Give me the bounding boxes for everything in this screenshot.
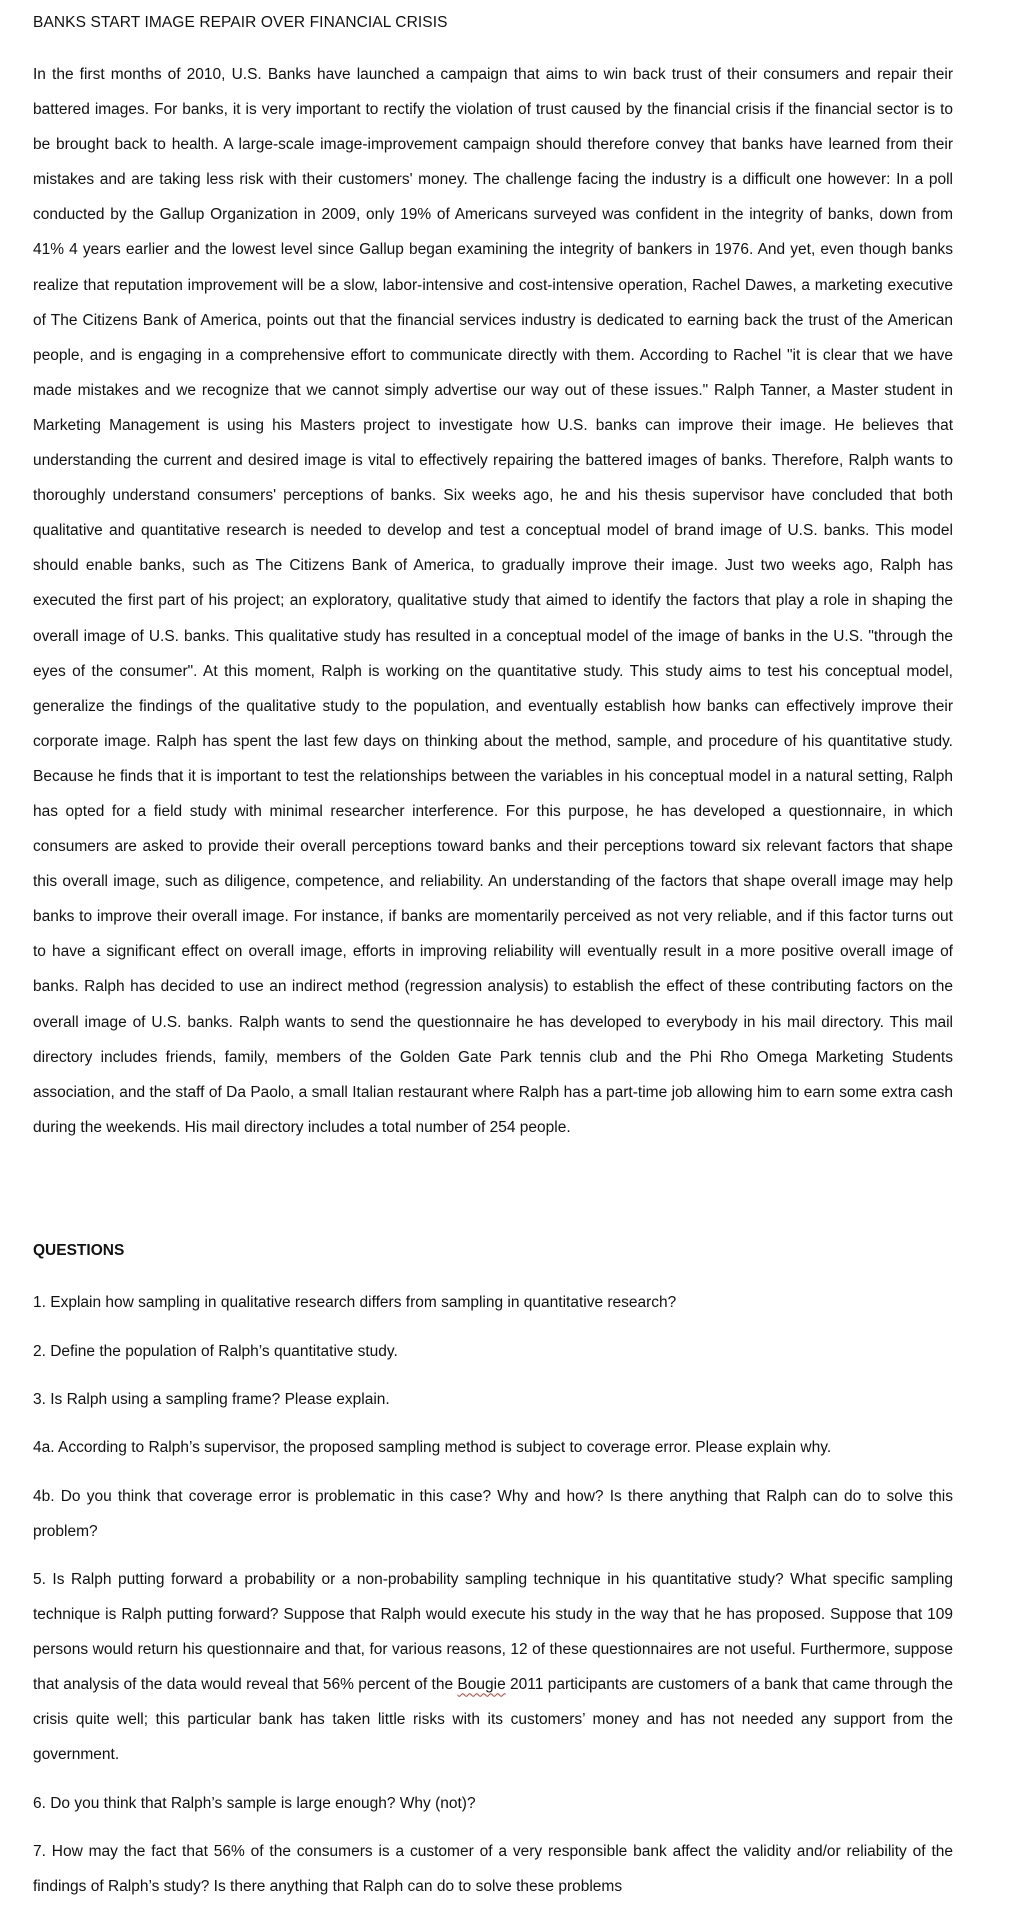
question-2: 2. Define the population of Ralph’s quantitative study. [33,1343,398,1360]
question-5-text-end: 2011 participants are customers of a bank that came through the crisis quite well; this particular bank has taken little risks with its customers’ money and has not needed any support from the government. [33,1676,954,1764]
question-7: 7. How may the fact that 56% of the consumers is a customer of a very responsible bank affect the validity and/or reliability of the findings of Ralph’s study? Is there anything that Ralph can do to solve these problems [33,1843,953,1896]
spellcheck-flagged-word: Bougie [457,1676,506,1694]
questions-heading: QUESTIONS [33,1242,125,1259]
case-description-paragraph: In the first months of 2010, U.S. Banks have launched a campaign that aims to win back trust of their consumers and repair their battered images. For banks, it is very important to rectify the violation of trust caused by the financial crisis if the financial sector is to be brought back to health. A large-scale image-improvement campaign should therefore convey that banks have learned from their mistakes and are taking less risk with their customers' money. The challenge facing the industry is a difficult one however: In a poll conducted by the Gallup Organization in 2009, only 19% of Americans surveyed was confident in the integrity of banks, down from 41% 4 years earlier and the lowest level since Gallup began examining the integrity of bankers in 1976. And yet, even though banks realize that reputation improvement will be a slow, labor-intensive and cost-intensive operation, Rachel Dawes, a marketing executive of The Citizens Bank of America, points out that the financial services industry is dedicated to earning back the trust of the American people, and is engaging in a comprehensive effort to communicate directly with them. According to Rachel "it is clear that we have made mistakes and we recognize that we cannot simply advertise our way out of these issues." Ralph Tanner, a Master student in Marketing Management is using his Masters project to investigate how U.S. banks can improve their image. He believes that understanding the current and desired image is vital to effectively repairing the battered images of banks. Therefore, Ralph wants to thoroughly understand consumers' perceptions of banks. Six weeks ago, he and his thesis supervisor have concluded that both qualitative and quantitative research is needed to develop and test a conceptual model of brand image of U.S. banks. This model should enable banks, such as The Citizens Bank of America, to gradually improve their image. Just two weeks ago, Ralph has executed the first part of his project; an exploratory, qualitative study that aimed to identify the factors that play a role in shaping the overall image of U.S. banks. This qualitative study has resulted in a conceptual model of the image of banks in the U.S. "through the eyes of the consumer". At this moment, Ralph is working on the quantitative study. This study aims to test his conceptual model, generalize the findings of the qualitative study to the population, and eventually establish how banks can effectively improve their corporate image. Ralph has spent the last few days on thinking about the method, sample, and procedure of his quantitative study. Because he finds that it is important to test the relationships between the variables in his conceptual model in a natural setting, Ralph has opted for a field study with minimal researcher interference. For this purpose, he has developed a questionnaire, in which consumers are asked to provide their overall perceptions toward banks and their perceptions toward six relevant factors that shape this overall image, such as diligence, competence, and reliability. An understanding of the factors that shape overall image may help banks to improve their overall image. For instance, if banks are momentarily perceived as not very reliable, and if this factor turns out to have a significant effect on overall image, efforts in improving reliability will eventually result in a more positive overall image of banks. Ralph has decided to use an indirect method (regression analysis) to establish the effect of these contributing factors on the overall image of U.S. banks. Ralph wants to send the questionnaire he has developed to everybody in his mail directory. This mail directory includes friends, family, members of the Golden Gate Park tennis club and the Phi Rho Omega Marketing Students association, and the staff of Da Paolo, a small Italian restaurant where Ralph has a part-time job allowing him to earn some extra cash during the weekends. His mail directory includes a total number of 254 people. [33,66,953,1136]
document-title: BANKS START IMAGE REPAIR OVER FINANCIAL CRISIS [33,14,448,31]
question-1: 1. Explain how sampling in qualitative research differs from sampling in quantitative research? [33,1294,677,1311]
question-4b: 4b. Do you think that coverage error is problematic in this case? Why and how? Is there anything that Ralph can do to solve this problem? [33,1488,953,1541]
question-5 [33,1562,953,1773]
question-4a: 4a. According to Ralph’s supervisor, the proposed sampling method is subject to coverage error. Please explain why. [33,1439,832,1456]
question-5-text-start: 5. Is Ralph putting forward a probability or a non-probability sampling technique in his quantitative study? What specific sampling technique is Ralph putting forward? Suppose that Ralph would execute his study in the way that he has proposed. Suppose that 109 persons would return his questionnaire and that, for various reasons, 12 of these questionnaires are not useful. Furthermore, suppose that analysis of the data would reveal that 56% percent of the [33,1571,953,1694]
question-3: 3. Is Ralph using a sampling frame? Please explain. [33,1391,390,1408]
question-6: 6. Do you think that Ralph’s sample is large enough? Why (not)? [33,1795,476,1812]
